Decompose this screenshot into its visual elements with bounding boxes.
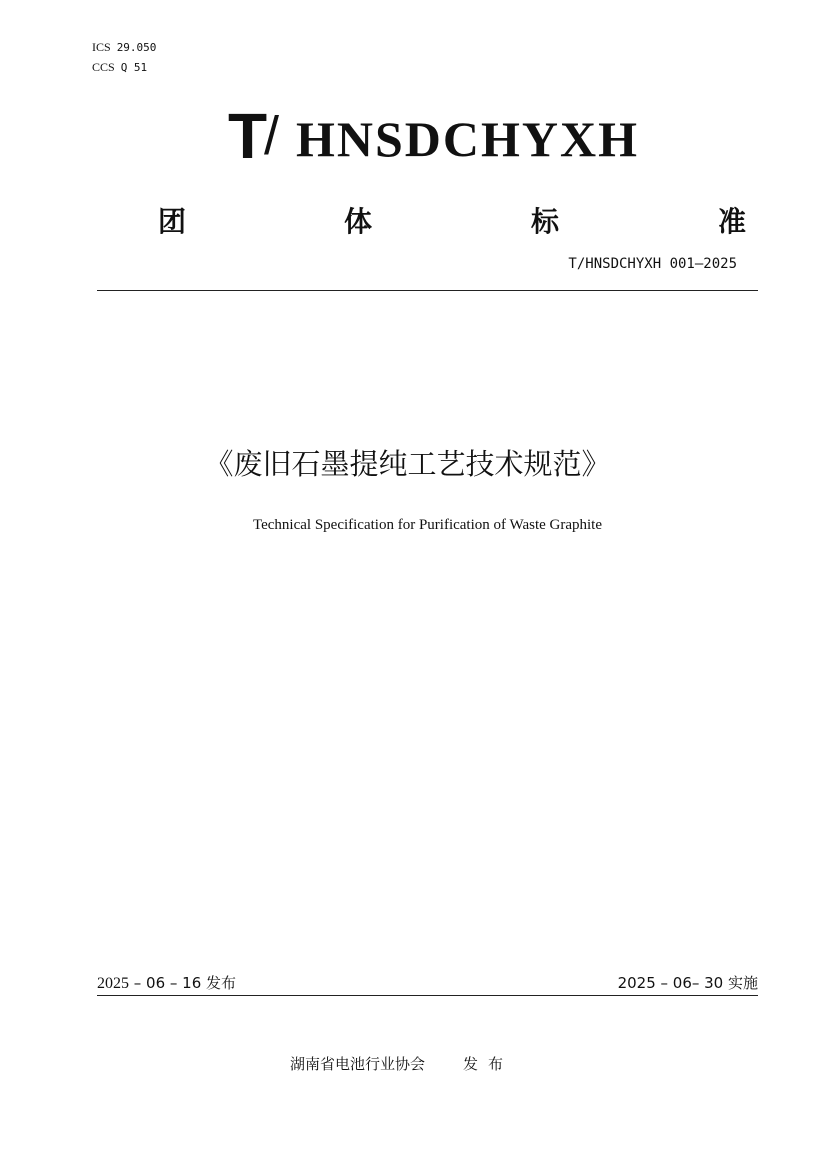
- ics-label: ICS: [92, 40, 111, 54]
- logo-slash: /: [264, 106, 280, 166]
- standard-type-char-2: 体: [344, 205, 373, 238]
- title-english: Technical Specification for Purification of Waste Graphite: [252, 517, 602, 533]
- publisher-name: 湖南省电池行业协会: [290, 1055, 426, 1073]
- ccs-code: Q 51: [120, 61, 148, 74]
- publish-date: [97, 972, 236, 995]
- implement-date: [618, 972, 758, 994]
- implement-year: 2025: [617, 974, 656, 992]
- standard-type-char-4: 准: [718, 205, 747, 238]
- implement-date-rest: – 06– 30 实施: [655, 974, 758, 992]
- header-divider: [97, 290, 758, 291]
- standard-type-char-3: 标: [531, 205, 560, 238]
- standard-number: T/HNSDCHYXH 001—2025: [568, 256, 737, 272]
- logo-org: HNSDCHYXH: [296, 111, 640, 167]
- ccs-line: [92, 60, 147, 75]
- ics-code: 29.050: [116, 41, 157, 54]
- title-chinese: 《废旧石墨提纯工艺技术规范》: [204, 447, 611, 481]
- standard-type-char-1: 团: [158, 205, 187, 238]
- publisher: [290, 1053, 513, 1075]
- ics-line: [92, 40, 156, 55]
- logo-t: T: [228, 100, 268, 172]
- publish-year: 2025: [97, 975, 129, 992]
- footer-divider: [97, 995, 758, 996]
- publish-date-rest: – 06 – 16 发布: [129, 974, 237, 992]
- publisher-action: 发布: [463, 1055, 514, 1073]
- ccs-label: CCS: [92, 60, 115, 74]
